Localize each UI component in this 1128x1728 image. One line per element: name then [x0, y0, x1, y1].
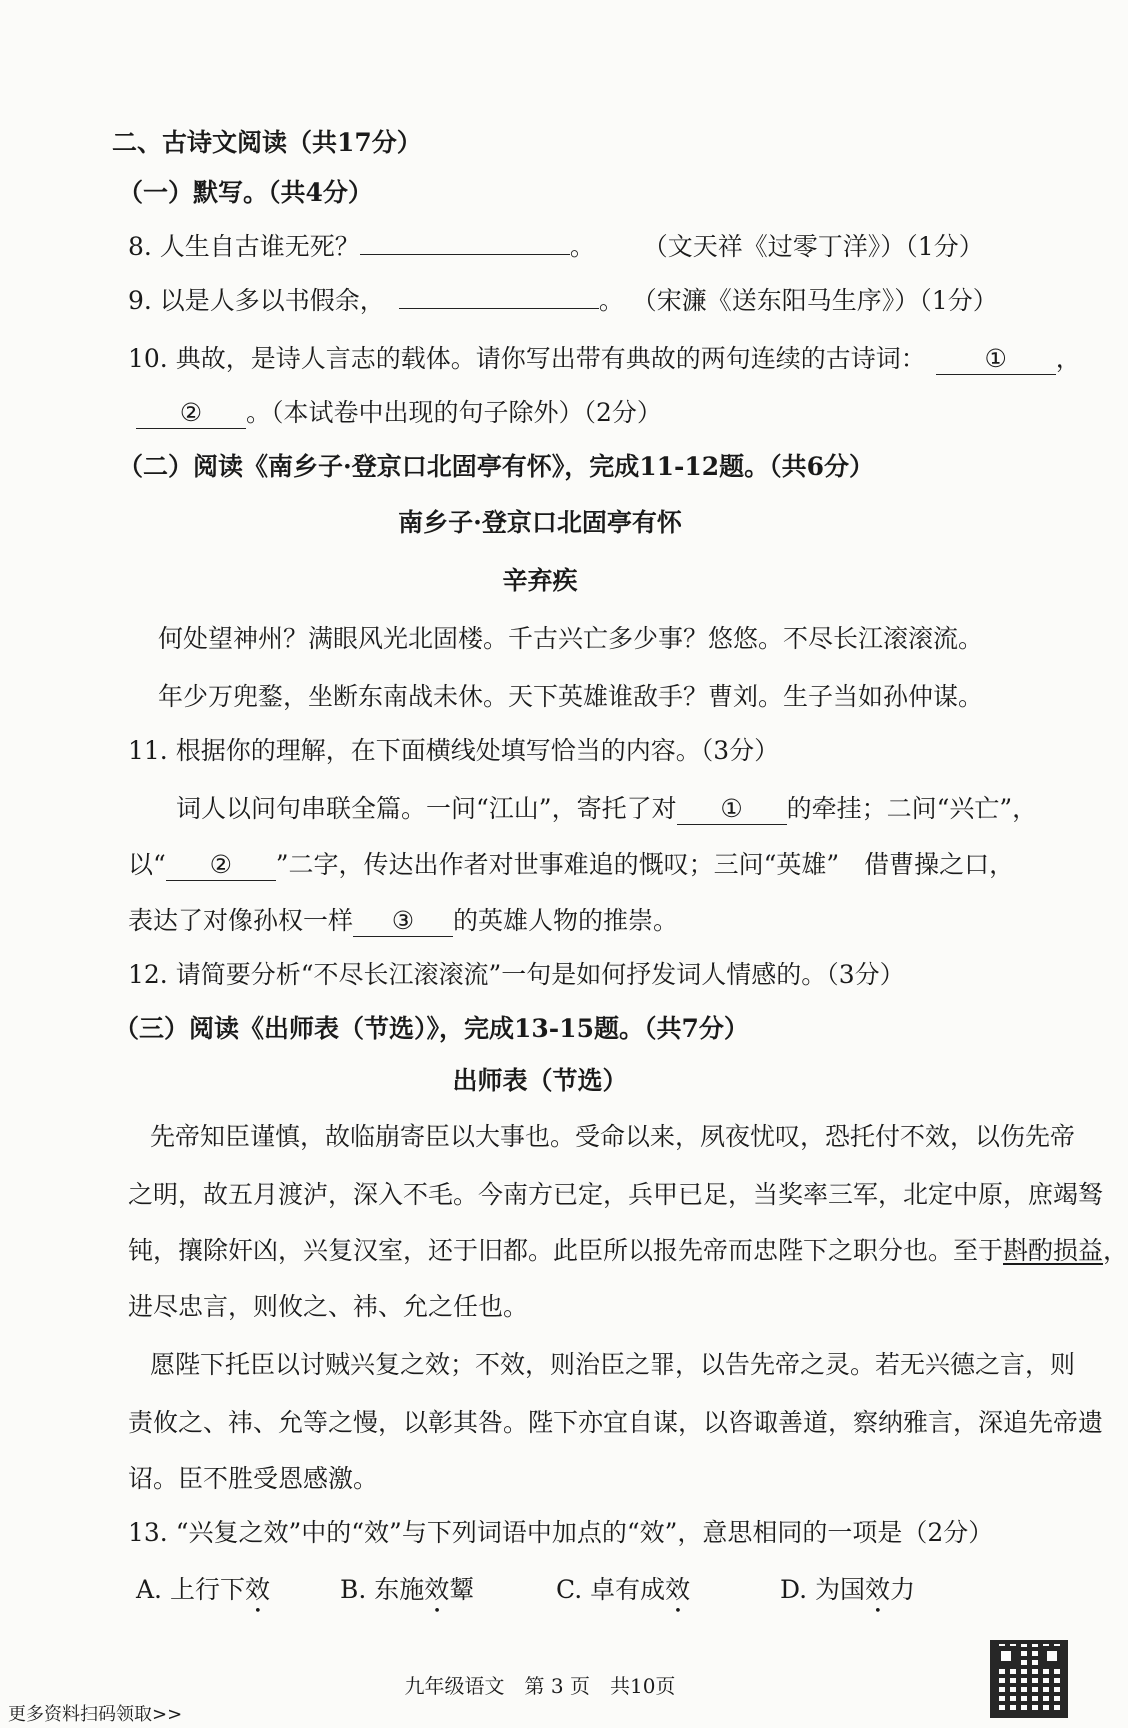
essay-underlined-phrase: 斟酌损益 — [1003, 1236, 1104, 1265]
q9-source: （宋濂《送东阳马生序》）（1分） — [631, 286, 998, 315]
essay-title: 出师表（节选） — [452, 1066, 628, 1095]
q8-source: （文天祥《过零丁洋》）（1分） — [642, 232, 984, 261]
q11-line-2 — [128, 850, 1014, 881]
q10-blank-1[interactable]: ① — [936, 344, 1056, 375]
option-d-pre: D. 为国 — [780, 1575, 866, 1604]
option-b[interactable] — [340, 1570, 474, 1619]
q9-answer-blank[interactable] — [399, 308, 599, 309]
q10-note: （本试卷中出现的句子除外）（2分） — [271, 398, 662, 427]
q10-blank-2[interactable]: ② — [136, 398, 246, 429]
q8-end: 。 — [569, 232, 595, 261]
question-9 — [128, 286, 998, 316]
option-a-pre: A. 上行下 — [136, 1575, 245, 1604]
q10-sep: ， — [1055, 344, 1081, 373]
q11-line-3 — [128, 906, 678, 937]
q11-p2b: ”二字，传达出作者对世事难追的慨叹；三问“英雄” 借曹操之口， — [275, 850, 1015, 879]
question-10-cont — [136, 398, 662, 429]
option-b-post: 颦 — [449, 1575, 475, 1604]
q11-p3a: 表达了对像孙权一样 — [128, 906, 354, 935]
poem-title: 南乡子·登京口北固亭有怀 — [398, 508, 682, 537]
option-d-post: 力 — [890, 1575, 916, 1604]
q8-answer-blank[interactable] — [360, 254, 570, 255]
essay-line-6: 责攸之、祎、允等之慢，以彰其咎。陛下亦宜自谋，以咨诹善道，察纳雅言，深追先帝遗 — [128, 1408, 1104, 1437]
essay-line-3c: ， — [1103, 1236, 1128, 1265]
part1-title: （一）默写。（共4分） — [118, 178, 373, 207]
option-b-dotted: 效 — [424, 1575, 450, 1604]
question-13: 13. “兴复之效”中的“效”与下列词语中加点的“效”，意思相同的一项是（2分） — [128, 1518, 994, 1547]
page-number: 九年级语文 第 3 页 共10页 — [404, 1674, 676, 1698]
q9-text: 9. 以是人多以书假余， — [128, 286, 385, 315]
question-8 — [128, 232, 984, 262]
qr-code-icon[interactable] — [990, 1640, 1068, 1718]
q11-blank-2[interactable]: ② — [166, 850, 276, 881]
section-title: 二、古诗文阅读（共17分） — [112, 128, 422, 157]
essay-line-7: 诏。臣不胜受恩感激。 — [128, 1464, 379, 1493]
option-c-dotted: 效 — [665, 1575, 691, 1604]
essay-line-5: 愿陛下托臣以讨贼兴复之效；不效，则治臣之罪，以告先帝之灵。若无兴德之言，则 — [150, 1350, 1076, 1379]
option-d[interactable] — [780, 1570, 915, 1619]
scan-prompt[interactable]: 更多资料扫码领取>> — [8, 1704, 183, 1725]
essay-line-1: 先帝知臣谨慎，故临崩寄臣以大事也。受命以来，夙夜忧叹，恐托付不效，以伤先帝 — [150, 1122, 1076, 1151]
question-11: 11. 根据你的理解，在下面横线处填写恰当的内容。（3分） — [128, 736, 780, 765]
poem-line-2: 年少万兜鍪，坐断东南战未休。天下英雄谁敌手？曹刘。生子当如孙仲谋。 — [158, 682, 984, 711]
q10-text: 10. 典故，是诗人言志的载体。请你写出带有典故的两句连续的古诗词： — [128, 344, 926, 373]
option-c-pre: C. 卓有成 — [556, 1575, 666, 1604]
question-12: 12. 请简要分析“不尽长江滚滚流”一句是如何抒发词人情感的。（3分） — [128, 960, 905, 989]
q11-p1a: 词人以问句串联全篇。一问“江山”，寄托了对 — [176, 794, 677, 823]
q8-text: 8. 人生自古谁无死？ — [128, 232, 360, 261]
essay-line-4: 进尽忠言，则攸之、祎、允之任也。 — [128, 1292, 529, 1321]
poem-line-1: 何处望神州？满眼风光北固楼。千古兴亡多少事？悠悠。不尽长江滚滚流。 — [158, 624, 984, 653]
q11-p1b: 的牵挂；二问“兴亡”， — [786, 794, 1038, 823]
q11-line-1 — [176, 794, 1037, 825]
essay-line-3a: 钝，攘除奸凶，兴复汉室，还于旧都。此臣所以报先帝而忠陛下之职分也。至于 — [128, 1236, 1004, 1265]
q11-p2a: 以“ — [128, 850, 166, 879]
q10-end: 。 — [246, 398, 272, 427]
essay-line-3 — [128, 1236, 1128, 1266]
question-10 — [128, 344, 1081, 375]
q11-blank-1[interactable]: ① — [677, 794, 787, 825]
q11-p3b: 的英雄人物的推崇。 — [453, 906, 679, 935]
part2-title: （二）阅读《南乡子·登京口北固亭有怀》，完成11-12题。（共6分） — [118, 452, 875, 481]
option-d-dotted: 效 — [865, 1575, 891, 1604]
essay-line-2: 之明，故五月渡泸，深入不毛。今南方已定，兵甲已足，当奖率三军，北定中原，庶竭驽 — [128, 1180, 1104, 1209]
q9-end: 。 — [598, 286, 624, 315]
part3-title: （三）阅读《出师表（节选）》，完成13-15题。（共7分） — [114, 1014, 749, 1043]
q11-blank-3[interactable]: ③ — [353, 906, 453, 937]
option-b-pre: B. 东施 — [340, 1575, 425, 1604]
poem-author: 辛弃疾 — [502, 566, 578, 595]
option-c[interactable] — [556, 1570, 690, 1619]
option-a[interactable] — [136, 1570, 270, 1619]
option-a-dotted: 效 — [244, 1575, 270, 1604]
